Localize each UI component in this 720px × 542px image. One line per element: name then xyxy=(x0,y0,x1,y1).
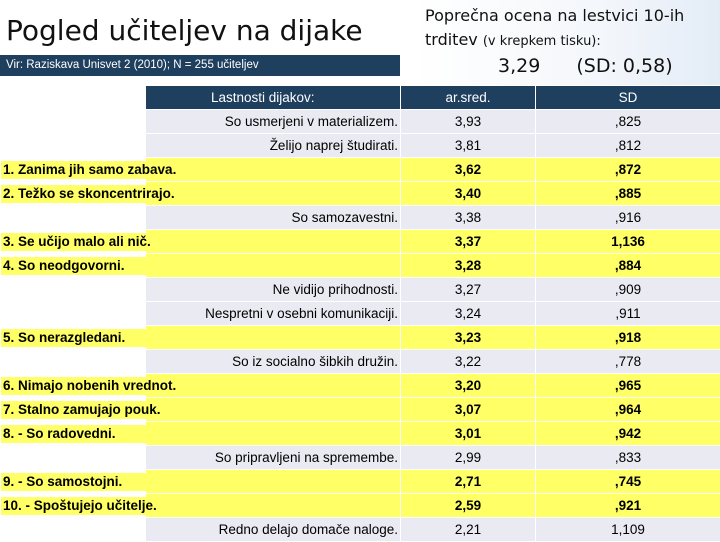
sd-cell: 1,109 xyxy=(536,518,720,542)
table-row xyxy=(146,182,720,206)
trait-cell: Redno delajo domače naloge. xyxy=(146,518,401,542)
sd-cell: ,885 xyxy=(536,182,720,206)
sd-cell: ,911 xyxy=(536,302,720,326)
summary-label-small: (v krepkem tisku): xyxy=(483,34,601,49)
summary-label xyxy=(425,4,715,54)
sd-cell: ,921 xyxy=(536,494,720,518)
table-row xyxy=(146,446,720,470)
mean-cell: 3,37 xyxy=(401,230,536,254)
trait-cell xyxy=(146,326,401,350)
trait-cell: Ne vidijo prihodnosti. xyxy=(146,278,401,302)
table-row xyxy=(146,398,720,422)
table-row xyxy=(146,158,720,182)
table-row xyxy=(146,422,720,446)
sd-cell: ,918 xyxy=(536,326,720,350)
table-row xyxy=(146,302,720,326)
sd-cell: ,812 xyxy=(536,134,720,158)
mean-cell: 3,62 xyxy=(401,158,536,182)
table-row xyxy=(146,518,720,542)
mean-cell: 3,07 xyxy=(401,398,536,422)
table-row xyxy=(146,494,720,518)
trait-label: 7. Stalno zamujajo pouk. xyxy=(1,401,398,419)
trait-cell xyxy=(146,470,401,494)
mean-cell: 3,01 xyxy=(401,422,536,446)
table-row xyxy=(146,134,720,158)
sd-cell: ,964 xyxy=(536,398,720,422)
trait-cell xyxy=(146,230,401,254)
trait-cell: So usmerjeni v materializem. xyxy=(146,110,401,134)
table-row xyxy=(146,374,720,398)
sd-cell: ,833 xyxy=(536,446,720,470)
table-header-row xyxy=(146,86,720,110)
trait-label: 2. Težko se skoncentrirajo. xyxy=(1,185,398,203)
mean-cell: 3,40 xyxy=(401,182,536,206)
trait-cell: So pripravljeni na spremembe. xyxy=(146,446,401,470)
mean-cell: 3,81 xyxy=(401,134,536,158)
trait-cell xyxy=(146,494,401,518)
trait-label: 10. - Spoštujejo učitelje. xyxy=(1,497,398,515)
header-sd: SD xyxy=(536,86,720,110)
sd-cell: ,872 xyxy=(536,158,720,182)
mean-cell: 2,99 xyxy=(401,446,536,470)
mean-cell: 2,21 xyxy=(401,518,536,542)
sd-cell: ,909 xyxy=(536,278,720,302)
summary-mean: 3,29 xyxy=(498,55,540,77)
trait-label: 1. Zanima jih samo zabava. xyxy=(1,161,398,179)
sd-cell: ,778 xyxy=(536,350,720,374)
mean-cell: 3,28 xyxy=(401,254,536,278)
table-row xyxy=(146,350,720,374)
trait-cell: So iz socialno šibkih družin. xyxy=(146,350,401,374)
mean-cell: 2,59 xyxy=(401,494,536,518)
table-row xyxy=(146,326,720,350)
sd-cell: ,884 xyxy=(536,254,720,278)
mean-cell: 3,93 xyxy=(401,110,536,134)
sd-cell: ,942 xyxy=(536,422,720,446)
trait-cell: Nespretni v osebni komunikaciji. xyxy=(146,302,401,326)
trait-label: 6. Nimajo nobenih vrednot. xyxy=(1,377,398,395)
summary-box xyxy=(414,0,720,88)
table-row xyxy=(146,206,720,230)
trait-cell xyxy=(146,422,401,446)
trait-cell: So samozavestni. xyxy=(146,206,401,230)
table-row xyxy=(146,470,720,494)
summary-label-main: Poprečna ocena na lestvici 10-ih trditev xyxy=(425,6,684,49)
mean-cell: 3,27 xyxy=(401,278,536,302)
summary-sd: (SD: 0,58) xyxy=(576,55,672,77)
mean-cell: 3,38 xyxy=(401,206,536,230)
mean-cell: 3,24 xyxy=(401,302,536,326)
table-row xyxy=(146,254,720,278)
trait-label: 4. So neodgovorni. xyxy=(1,257,398,275)
mean-cell: 3,23 xyxy=(401,326,536,350)
header-traits: Lastnosti dijakov: xyxy=(146,86,401,110)
sd-cell: ,825 xyxy=(536,110,720,134)
table-row xyxy=(146,230,720,254)
trait-cell xyxy=(146,254,401,278)
trait-cell xyxy=(146,158,401,182)
table-body xyxy=(146,110,720,542)
table-row xyxy=(146,110,720,134)
sd-cell: ,916 xyxy=(536,206,720,230)
sd-cell: ,745 xyxy=(536,470,720,494)
trait-label: 3. Se učijo malo ali nič. xyxy=(1,233,398,251)
table-row xyxy=(146,278,720,302)
trait-label: 9. - So samostojni. xyxy=(1,473,398,491)
trait-cell xyxy=(146,182,401,206)
sd-cell: 1,136 xyxy=(536,230,720,254)
page-title: Pogled učiteljev na dijake xyxy=(6,14,401,47)
sd-cell: ,965 xyxy=(536,374,720,398)
trait-label: 5. So nerazgledani. xyxy=(1,329,398,347)
trait-label: 8. - So radovedni. xyxy=(1,425,398,443)
trait-cell xyxy=(146,374,401,398)
source-note: Vir: Raziskava Unisvet 2 (2010); N = 255 učiteljev xyxy=(0,55,400,76)
summary-values xyxy=(498,55,673,77)
header-mean: ar.sred. xyxy=(401,86,536,110)
student-traits-table xyxy=(145,85,720,542)
mean-cell: 3,20 xyxy=(401,374,536,398)
trait-cell xyxy=(146,398,401,422)
mean-cell: 3,22 xyxy=(401,350,536,374)
mean-cell: 2,71 xyxy=(401,470,536,494)
trait-cell: Želijo naprej študirati. xyxy=(146,134,401,158)
